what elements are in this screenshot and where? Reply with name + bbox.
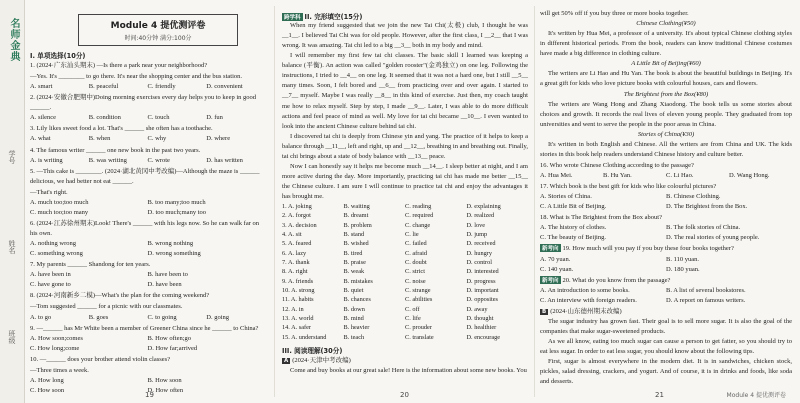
option[interactable]: B. 110 yuan. [666, 255, 699, 263]
cloze-option[interactable]: C. strict [405, 268, 425, 276]
cloze-option[interactable]: B. problem [343, 221, 372, 229]
option[interactable]: B. condition [88, 114, 121, 122]
cloze-option[interactable]: C. noise [405, 277, 426, 285]
option[interactable]: C. friendly [147, 83, 176, 91]
book-description: It's written in both English and Chinese. All the writers are from China and UK. The kids stories in this book help readers understand Chinese history and culture better. [540, 140, 792, 158]
question: 9. —______ has Mr White been a member of Greener China since he ______ to China? [30, 324, 259, 332]
option[interactable]: B. goes [88, 313, 109, 321]
book-description: The writers are Li Hao and Hu Yan. The book is about the beautiful buildings in Beijing. It's a great gift for kids who love picture books with colourful houses, cars and flowers. [540, 70, 792, 88]
passage-b-paragraph: The sugar industry has grown fast. Their goal is to sell more sugar. It is also the goal of the companies that make sugar-sweetened products. [540, 317, 792, 335]
cloze-option[interactable]: C. doubt [405, 259, 427, 266]
book-title: Chinese Clothing(¥50) [636, 20, 696, 28]
option[interactable]: D. The Brightest from the Box. [666, 203, 748, 211]
section-heading: III. 阅读理解(30分) [282, 346, 343, 355]
option[interactable]: B. Hu Yan. [603, 172, 632, 179]
question: 8. (2024·河南新乡二模)—What's the plan for the coming weekend? [30, 292, 210, 300]
option[interactable]: B. peaceful [88, 83, 119, 91]
cloze-option[interactable]: 7. A. thank [282, 259, 310, 266]
cloze-option[interactable]: B. weak [343, 268, 365, 276]
question: 7. My parents ______ Shandong for ten years. [30, 261, 151, 269]
cloze-options-table [282, 202, 528, 342]
passage-b-heading: B (2024·山东德州期末改编) [542, 307, 622, 315]
cloze-option[interactable]: D. opposites [466, 296, 498, 304]
option[interactable]: A. much too;too much [30, 198, 89, 206]
cloze-option[interactable]: D. received [466, 240, 496, 248]
cloze-option[interactable]: B. wished [343, 240, 369, 248]
cloze-option[interactable]: B. dreamt [343, 212, 369, 220]
cloze-option[interactable]: B. mistakes [343, 277, 373, 285]
option[interactable]: A. The history of clothes. [540, 224, 607, 232]
passage-a-heading: A (2024·天津中考改编) [284, 356, 351, 364]
cloze-option[interactable]: D. healthier [466, 324, 497, 332]
answer-options [540, 286, 792, 306]
cloze-option[interactable]: 1. A. joking [282, 203, 312, 211]
option[interactable]: A. silence [30, 114, 56, 122]
option[interactable]: A. Hua Mei. [540, 172, 573, 179]
book-description: The writers are Wang Hong and Zhang Xiaodong. The book tells us some stories about choices and growth. It records the real lives of eleven young people. They graduated from top universities and went to serve the people in the poor areas in China. [540, 100, 792, 128]
question: 17. Which book is the best gift for kids who like colourful pictures? [540, 183, 717, 191]
column-divider [274, 6, 275, 397]
cloze-option[interactable]: 4. A. sit [282, 231, 302, 239]
passage-b-paragraph: First, sugar is almost everywhere in the modern diet. It is in sandwiches, chicken stock, pickles, salad dressing, crackers, and yogurt. And of course, it is in drinks and foods, like soda and desserts. [540, 358, 792, 386]
option[interactable]: B. when [88, 135, 111, 143]
page-number: 19 [145, 391, 154, 399]
question: 1. (2024·广东汕头期末) —Is there a park near your neighborhood? [30, 62, 208, 69]
question: 4. The famous writer ______ one new book in the past two years. [30, 146, 201, 154]
answer-options [30, 198, 265, 218]
cloze-option[interactable]: C. reading [405, 203, 432, 211]
category-tag: 新考向 [542, 246, 559, 253]
cloze-option[interactable]: D. interested [466, 268, 499, 276]
option[interactable]: C. have gone to [30, 281, 71, 289]
option[interactable]: D. wrong something [147, 250, 201, 258]
cloze-option[interactable]: 15. A. understand [282, 333, 327, 341]
passage-label: A [284, 357, 289, 364]
option[interactable]: B. too many;too much [147, 198, 206, 206]
option[interactable]: C. Li Hao. [666, 172, 694, 179]
option[interactable]: A. Stories of China. [540, 193, 592, 201]
question: 18. What is The Brightest from the Box about? [540, 214, 662, 222]
question: 16. Who wrote Chinese Clothing according to the passage? [540, 161, 694, 169]
cloze-option[interactable]: C. off [405, 305, 420, 313]
answer-options [540, 192, 792, 212]
cloze-option[interactable]: 8. A. right [282, 268, 308, 276]
cloze-option[interactable]: D. hungry [466, 249, 493, 257]
answer-options [30, 156, 265, 166]
category-tag: 跨学科 [284, 15, 301, 21]
question-line: —Three times a week. [30, 366, 89, 374]
question-line: —Tom suggested ______ for a picnic with our classmates. [30, 303, 183, 311]
passage-text: will get 50% off if you buy three or more books together. [540, 10, 689, 17]
answer-options [540, 171, 792, 181]
book-title: The Brightest from the Box(¥80) [623, 90, 709, 98]
option[interactable]: A. smart [30, 83, 53, 91]
cloze-option[interactable]: 3. A. decision [282, 221, 317, 229]
section-heading: 跨学科 II. 完形填空(15分) [284, 13, 363, 21]
answer-options [540, 255, 792, 275]
answer-options [30, 270, 265, 290]
question: 3. Lily likes sweet food a lot. That's ______ she often has a toothache. [30, 125, 213, 133]
cloze-option[interactable]: D. progress [466, 277, 496, 285]
exam-meta: 时间:40分钟 满分:100分 [124, 35, 192, 42]
option[interactable]: A. what [30, 135, 51, 143]
book-description: It's written by Hua Mei, a professor of a university. It's about typical Chinese clothing styles in different historical periods. From the book, readers can know traditional Chinese costumes have made a big difference in clothing culture. [540, 30, 792, 58]
option[interactable]: C. 140 yuan. [540, 265, 574, 273]
option[interactable]: C. The beauty of Beijing. [540, 234, 606, 242]
cloze-option[interactable]: 10. A. strong [282, 286, 315, 294]
option[interactable]: C. An interview with foreign readers. [540, 296, 637, 304]
cloze-option[interactable]: C. strange [405, 286, 431, 294]
option[interactable]: D. How often [147, 386, 184, 394]
exam-title-box [78, 14, 238, 46]
option[interactable]: D. too much;many too [147, 208, 206, 216]
option[interactable]: B. was writing [88, 156, 127, 164]
binding-spine [0, 0, 25, 403]
option[interactable]: B. The folk stories of China. [666, 224, 741, 232]
option[interactable]: C. How soon [30, 386, 65, 394]
answer-options [540, 223, 792, 243]
category-tag: 新考向 [542, 277, 559, 284]
answer-options [30, 239, 265, 259]
column-right [540, 8, 792, 387]
cloze-option[interactable]: 2. A. forgot [282, 212, 311, 220]
option[interactable]: B. have been to [147, 271, 188, 279]
cloze-option[interactable]: C. afraid [405, 249, 428, 257]
option[interactable]: D. where [206, 135, 231, 143]
cloze-option[interactable]: 13. A. world [282, 314, 314, 322]
book-title: Stories of China(¥30) [637, 130, 695, 138]
cloze-paragraph: Now I can honestly say it helps me become much __14__. I sleep better at night, and I am more active during the day. More importantly, practicing tai chi has made me better __15__ the Chinese culture. I am sure I will continue to practice tai chi and enjoy the advantages it has brought me. [282, 162, 528, 201]
name-label: 姓名 [8, 240, 16, 254]
student-number-label: 学号 [8, 150, 16, 164]
option[interactable]: D. Wang Hong. [729, 172, 770, 179]
book-title: A Little Bit of Beijing(¥60) [631, 60, 701, 68]
cloze-option[interactable]: D. thought [466, 314, 494, 322]
option[interactable]: D. convenient [206, 83, 243, 91]
cloze-option[interactable]: C. translate [405, 333, 434, 341]
option[interactable]: D. The real stories of young people. [666, 234, 760, 242]
class-label: 班级 [8, 330, 16, 344]
cloze-option[interactable]: B. mind [343, 314, 364, 322]
question: 5. —This cake is ________. (2024·湖北黄冈中考改编)—Although the maze is ______ delicious, we had better not eat ______. [30, 167, 260, 185]
question: 新考向 20. What do you know from the passage? [542, 276, 671, 284]
option[interactable]: D. How far;arrived [147, 344, 198, 352]
option[interactable]: A. nothing wrong [30, 240, 77, 248]
option[interactable]: D. going [206, 313, 229, 321]
cloze-option[interactable]: C. lie [405, 231, 419, 239]
answer-options [30, 82, 265, 92]
option[interactable]: D. has written [206, 156, 243, 164]
option[interactable]: C. touch [147, 114, 170, 122]
cloze-option[interactable]: C. failed [405, 240, 427, 248]
cloze-option[interactable]: C. life [405, 314, 421, 322]
exam-title: Module 4 提优测评卷 [110, 21, 206, 31]
cloze-paragraph: I will remember my first few tai chi classes. The basic skill I learned was keeping a balance (平衡). An action was called "golden rooster"(金鸡独立) on one leg. Following the instructions, I tried to __4__ on one leg. It seemed that it was not a hard one, but I still __5__ many times. Soon, I felt bored and __6__ from practicing over and over again. I started to __7__ myself. Maybe I was really __8__ in this kind of exercise. Just then, my coach taught me how to relax myself. Step by step, I made __9__. Later, I was able to do more difficult actions and feel peace of mind as well. My love for tai chi became __10__. I even wanted to look into the ancient Chinese culture behind tai chi. [282, 52, 528, 130]
cloze-option[interactable]: D. control [466, 259, 493, 266]
column-left [30, 8, 265, 396]
answer-options [30, 313, 265, 323]
option[interactable]: A. 70 yuan. [540, 255, 571, 263]
cloze-option[interactable]: 12. A. in [282, 305, 304, 313]
question: 新考向 19. How much will you pay if you buy these four books together? [542, 245, 734, 253]
option[interactable]: D. 180 yuan. [666, 265, 700, 273]
question: 10. —______ does your brother attend violin classes? [30, 355, 171, 363]
cloze-option[interactable]: C. prouder [405, 324, 432, 332]
cloze-option[interactable]: 9. A. friends [282, 277, 314, 285]
page-number: 20 [400, 391, 409, 399]
cloze-paragraph: When my friend suggested that we join the new Tai Chi(太极) club, I thought he was __1__. I believed Tai Chi was for old people. However, after the first class, I __2__ that I was wrong. It was amazing. Tai chi led to a big __3__ both in my body and mind. [282, 22, 528, 50]
cloze-option[interactable]: D. explaining [466, 203, 501, 211]
cloze-option[interactable]: C. required [405, 212, 434, 220]
cloze-option[interactable]: B. waiting [343, 203, 370, 211]
cloze-paragraph: I discovered tai chi is deeply from Chinese yin and yang. The practice of it helps to keep a balance through __11__, left and right, up and __12__, breathing in and breathing out. Finally, tai chi brings about a state of body balance with __13__ peace. [282, 132, 528, 160]
option[interactable]: D. have been [147, 281, 182, 289]
cloze-option[interactable]: D. jump [466, 231, 488, 239]
brand-logo: 名师金典 [8, 18, 19, 62]
question-line: —That's right. [30, 188, 68, 196]
option[interactable]: D. A report on famous writers. [666, 296, 746, 304]
option[interactable]: C. wrote [147, 156, 170, 164]
page-footer: Module 4 提优测评卷 [726, 392, 786, 399]
cloze-option[interactable]: 14. A. safer [282, 324, 312, 332]
answer-options [30, 334, 265, 354]
cloze-option[interactable]: B. praise [343, 259, 366, 266]
answer-options [30, 113, 265, 123]
passage-label: B [542, 308, 547, 315]
cloze-option[interactable]: B. quiet [343, 286, 364, 294]
option[interactable]: C. something wrong [30, 250, 83, 258]
cloze-option[interactable]: D. away [466, 305, 488, 313]
option[interactable]: B. How often;go [147, 334, 192, 342]
cloze-option[interactable]: 5. A. feared [282, 240, 312, 248]
option[interactable]: A. An introduction to some books. [540, 286, 630, 294]
column-middle [282, 8, 528, 376]
passage-b-paragraph: As we all know, eating too much sugar can cause a person to get fatter, so you should try to eat less sugar. In order to eat less sugar, you should know about the following tips. [540, 338, 792, 356]
cloze-option[interactable]: D. important [466, 286, 499, 294]
option[interactable]: A. have been in [30, 271, 71, 279]
section-heading: I. 单项选择(10分) [30, 52, 86, 60]
question: 6. (2024·江苏徐州期末)Look! There's ______ with his legs now. So he can walk far on his own. [30, 219, 259, 237]
cloze-option[interactable]: D. realized [466, 212, 495, 220]
option[interactable]: A. to go [30, 313, 52, 321]
cloze-option[interactable]: B. chances [343, 296, 371, 304]
column-divider [534, 6, 535, 397]
option[interactable]: C. why [147, 135, 167, 143]
passage-a-intro: Come and buy books at our great sale! Here is the information about some new books. You [290, 366, 527, 374]
answer-options [30, 134, 265, 144]
option[interactable]: C. How long;come [30, 344, 80, 352]
option[interactable]: A. How soon;comes [30, 334, 83, 342]
cloze-option[interactable]: C. abilities [405, 296, 433, 304]
question: 2. (2024·安徽合肥期中)Doing morning exercises every day helps you to keep in good ______. [30, 94, 257, 112]
cloze-option[interactable]: B. teach [343, 333, 365, 341]
cloze-option[interactable]: 11. A. habits [282, 296, 314, 304]
option[interactable]: B. How soon [147, 376, 182, 384]
cloze-option[interactable]: B. stand [343, 231, 365, 239]
cloze-option[interactable]: B. tired [343, 249, 363, 257]
cloze-option[interactable]: 6. A. lazy [282, 249, 307, 257]
option[interactable]: A. How long [30, 376, 64, 384]
option[interactable]: B. Chinese Clothing. [666, 193, 721, 201]
page-number: 21 [655, 391, 664, 399]
cloze-option[interactable]: D. love [466, 221, 486, 229]
option[interactable]: B. wrong nothing [147, 240, 194, 248]
option[interactable]: C. much too;too many [30, 208, 89, 216]
cloze-option[interactable]: B. heavier [343, 324, 370, 332]
option[interactable]: C. A Little Bit of Beijing. [540, 203, 607, 211]
option[interactable]: D. fun [206, 114, 223, 122]
cloze-option[interactable]: B. down [343, 305, 365, 313]
cloze-option[interactable]: D. encourage [466, 333, 501, 341]
option[interactable]: B. A list of several bookstores. [666, 286, 746, 294]
cloze-option[interactable]: C. change [405, 221, 431, 229]
question-line: —Yes. It's ________ to go there. It's near the shopping center and the bus station. [30, 73, 242, 81]
option[interactable]: C. to going [147, 313, 177, 321]
option[interactable]: A. is writing [30, 156, 63, 164]
